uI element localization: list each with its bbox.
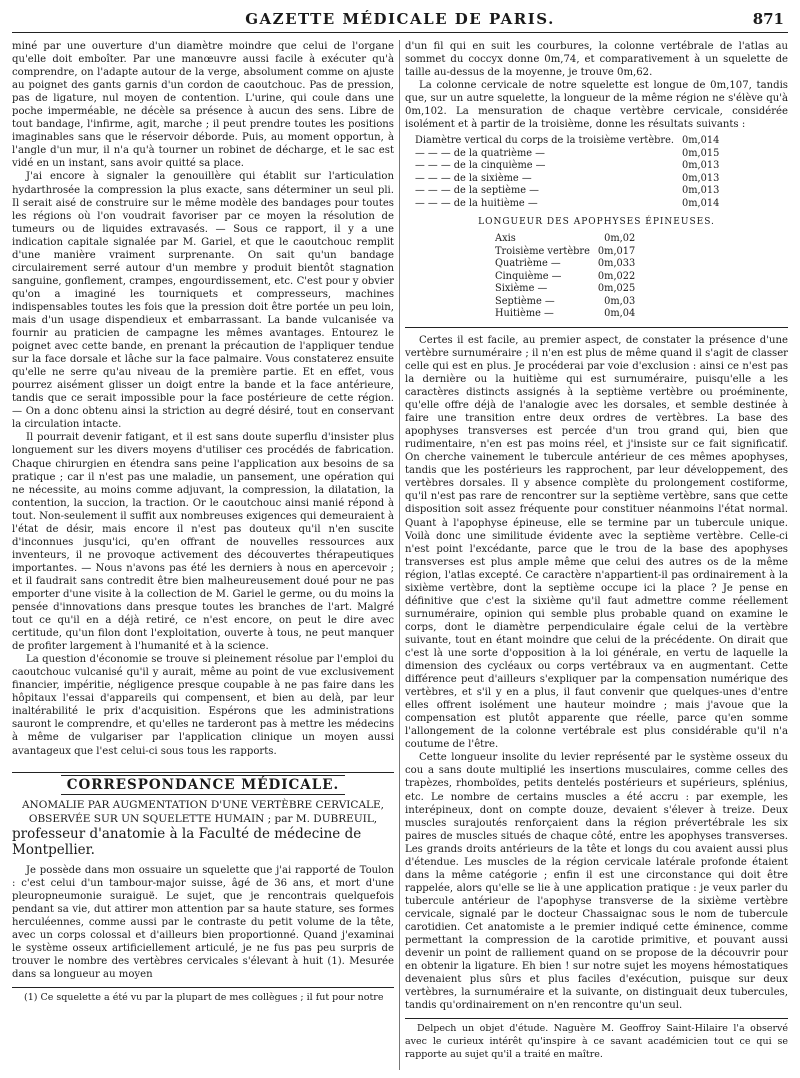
row-value: 0m,013 — [682, 160, 720, 172]
paragraph: d'un fil qui en suit les courbures, la colonne vertébrale de l'atlas au sommet du coccyx donne 0m,74, et comparativement à un squelette de taille au-dessus de la moyenne, je trouve 0m,62. — [405, 41, 788, 79]
row-label: Quatrième — — [495, 258, 561, 270]
row-label: — — — de la septième — — [415, 185, 539, 197]
article-paragraph: Je possède dans mon ossuaire un squelette que j'ai rapporté de Toulon : c'est celui d'un tambour-major suisse, âgé de 36 ans, et mort d'une pleuropneumonie suraiguë. Le sujet, que je rencontrais quelquefois pendant sa vie, dut attirer mon attention par sa haute stature, ses formes herculéennes, comme aussi par le contraste du petit volume de la tête, avec un corps colossal et d'ailleurs bien proportionné. Quand j'examinai le système osseux artificiellement articulé, je ne fus pas peu surpris de trouver le nombre des vertèbres cervicales s'élevant à huit (1). Mesurée dans sa longueur au moyen — [12, 864, 394, 980]
diameter-table — [411, 135, 723, 210]
table-row — [491, 296, 639, 309]
section-heading — [12, 776, 394, 793]
row-value: 0m,02 — [604, 233, 636, 245]
table-row — [411, 185, 723, 198]
table-row — [491, 258, 639, 271]
row-value: 0m,013 — [682, 172, 720, 184]
row-label: — — — de la cinquième — — [415, 160, 546, 172]
row-value: 0m,022 — [597, 270, 636, 282]
paragraph: miné par une ouverture d'un diamètre moindre que celui de l'organe qu'elle doit emboîter. Par une manœuvre aussi facile à exécuter qu'à comprendre, on l'adapte autour de la verge, absolument comme on ajuste au poignet des gants garnis d'un cordon de caoutchouc. Pas de pression, pas de ligature, nul moyen de contention. L'urine, qui coule dans une poche imperméable, ne décèle sa présence à aucun des sens. Libre de tout bandage, l'infirme, agit, marche ; il peut prendre toutes les positions imaginables sans que le réservoir déborde. Puis, au moment opportun, à l'angle d'un mur, il n'a qu'à tourner un robinet de décharge, et le sac est vidé en un instant, sans avoir quitté sa place. — [12, 41, 394, 170]
row-value: 0m,03 — [604, 295, 636, 307]
row-value: 0m,014 — [682, 197, 720, 209]
section-heading-text: CORRESPONDANCE MÉDICALE. — [61, 775, 345, 795]
vertebra-diameter-table — [405, 135, 788, 210]
row-label: Axis — [495, 233, 516, 245]
row-label: — — — de la sixième — — [415, 172, 532, 184]
row-label: Huitième — — [495, 308, 554, 320]
table-row — [491, 233, 639, 246]
spinous-process-table — [405, 233, 788, 321]
paragraph: La question d'économie se trouve si pleinement résolue par l'emploi du caoutchouc vulcanisé qu'il y aurait, même au point de vue exclusivement financier, impéritie, négligence presque coupable à ne pas faire dans les hôpitaux l'essai d'appareils qui compensent, et bien au delà, par leur inaltérabilité le prix d'acquisition. Espérons que les administrations sauront le comprendre, et qu'elles ne tarderont pas à mettre les médecins à même de vulgariser par l'application clinique un moyen aussi avantageux que l'est celui-ci sous tous les rapports. — [12, 654, 394, 757]
table-row — [491, 271, 639, 284]
article-title: ANOMALIE PAR AUGMENTATION D'UNE VERTÈBRE CERVICALE, OBSERVÉE SUR UN SQUELETTE HUMAIN ; par M. DUBREUIL, — [21, 798, 385, 825]
row-label: Diamètre vertical du corps de la troisième vertèbre. — [415, 135, 674, 147]
row-label: Sixième — — [495, 283, 548, 295]
row-value: 0m,015 — [682, 147, 720, 159]
row-value: 0m,013 — [682, 185, 720, 197]
row-label: Troisième vertèbre — [495, 245, 590, 257]
page-header — [12, 6, 788, 33]
section-rule — [12, 772, 394, 773]
table-row — [491, 283, 639, 296]
table-row — [411, 148, 723, 161]
table-row — [411, 135, 723, 148]
row-value: 0m,017 — [597, 245, 636, 257]
row-label: Septième — — [495, 295, 555, 307]
table-end-rule — [405, 327, 788, 328]
row-label: — — — de la quatrième — — [415, 147, 545, 159]
row-value: 0m,025 — [597, 283, 636, 295]
paragraph: La colonne cervicale de notre squelette est longue de 0m,107, tandis que, sur un autre squelette, la longueur de la même région ne s'élève qu'à 0m,102. La mensuration de chaque vertèbre cervicale, considérée isolément et à partir de la troisième, donne les résultats suivants : — [405, 80, 788, 131]
paragraph: Il pourrait devenir fatigant, et il est sans doute superflu d'insister plus longuement sur les divers moyens d'utiliser ces procédés de fabrication. Chaque chirurgien en étendra sans peine l'application aux besoins de sa pratique ; car il n'est pas une maladie, un pansement, une opération qui ne nécessite, au moins comme adjuvant, la compression, la dilatation, la contention, la succion, la traction. Or le caoutchouc ainsi manié répond à tout. Non-seulement il suffit aux nombreuses exigences qui demeuraient à l'état de désir, mais encore il n'est pas douteux qu'il n'en suscite d'inconnues jusqu'ici, qu'en offrant de nouvelles ressources aux inventeurs, il ne provoque activement des découvertes thérapeutiques importantes. — Nous n'avons pas été les derniers à nous en apercevoir ; et il faudrait sans contredit être bien malheureusement doué pour ne pas emporter d'une visite à la collection de M. Gariel le germe, ou du moins la pensée d'innovations dans presque toutes les branches de l'art. Malgré tout ce qu'il en a déjà retiré, ce n'est encore, on peut le dire avec certitude, qu'un filon dont l'exploitation, ouverte à tous, ne peut manquer de profiter largement à l'humanité et à la science. — [12, 432, 394, 653]
journal-title: GAZETTE MÉDICALE DE PARIS. — [245, 10, 555, 28]
table-heading: LONGUEUR DES APOPHYSES ÉPINEUSES. — [478, 217, 715, 228]
row-label: Cinquième — — [495, 270, 562, 282]
footnote: (1) Ce squelette a été vu par la plupart de mes collègues ; il fut pour notre — [24, 992, 384, 1004]
row-value: 0m,014 — [682, 135, 720, 147]
paragraph: J'ai encore à signaler la genouillère qui établit sur l'articulation hydarthrosée la compression la plus exacte, sans déterminer un seul pli. Il serait aisé de construire sur le même modèle des bandages pour toutes les régions où l'on voudrait favoriser par ce moyen la résolution de tumeurs ou de liquides extravasés. — Sous ce rapport, il y a une indication capitale signalée par M. Gariel, et que le caoutchouc remplit d'une manière vraiment surprenante. On sait qu'un bandage circulairement serré autour d'un membre y produit bientôt stagnation sanguine, gonflement, crampes, engourdissement, etc. C'est pour y obvier qu'on a imaginé les tourniquets et compresseurs, machines indispensables toutes les fois que la pression doit être portée un peu loin, mais d'un usage dispendieux et embarrassant. La bande vulcanisée va fournir au praticien de campagne les mêmes avantages. Entourez le poignet avec cette bande, en prenant la précaution de l'appliquer tendue sur la face dorsale et lâche sur la face palmaire. Vous constaterez ensuite qu'elle ne serre qu'au niveau de la première partie. Et en effet, vous pourrez aisément glisser un doigt entre la bande et la face antérieure, tandis que ce serait impossible pour la face postérieure de cette région. — On a donc obtenu ainsi la striction au degré désiré, tout en conservant la circulation intacte. — [12, 171, 394, 431]
right-column — [405, 40, 788, 1070]
table-row — [411, 160, 723, 173]
footnote-rule — [12, 987, 394, 988]
paragraph: Cette longueur insolite du levier représenté par le système osseux du cou a sans doute multiplié les insertions musculaires, comme celles des trapèzes, rhomboïdes, petits dentelés postérieurs et supérieurs, splénius, etc. Le nombre de certains muscles a été accru : par exemple, les interépineux, dont on compte douze, devaient s'élever à treize. Deux muscles surajoutés renforçaient dans la région prévertébrale les six paires de muscles situés de chaque côté, entre les apophyses transverses. Les grands droits antérieurs de la tête et longs du cou avaient aussi plus d'étendue. Les muscles de la région cervicale latérale profonde étaient dans la même catégorie ; enfin il est une circonstance qui doit être rappelée, alors qu'elle se lie à une application pratique : je veux parler du tubercule antérieur de l'apophyse transverse de la sixième vertèbre cervicale, signalé par le docteur Chassaignac sous le nom de tubercule carotidien. Cet anatomiste a le premier indiqué cette éminence, comme permettant la compression de la carotide primitive, et pouvant aussi devenir un point de ralliement quand on se propose de la découvrir pour en obtenir la ligature. Eh bien ! sur notre sujet les moyens hémostatiques devenaient plus sûrs et plus faciles d'exécution, puisque sur deux vertèbres, la surnuméraire et la suivante, on distinguait deux tubercules, tandis qu'ordinairement on n'en rencontre qu'un seul. — [405, 752, 788, 1012]
table-row — [411, 173, 723, 186]
page-number: 871 — [752, 10, 784, 28]
footnote-continuation: Delpech un objet d'étude. Naguère M. Geoffroy Saint-Hilaire l'a observé avec le curieux intérêt qu'inspire à ce savant académicien tout ce qui se rapporte au sujet qu'il a traité en maître. — [405, 1023, 788, 1061]
footnote-rule — [405, 1018, 788, 1019]
paragraph: Certes il est facile, au premier aspect, de constater la présence d'une vertèbre surnuméraire ; il n'en est plus de même quand il s'agit de classer celle qui est en plus. Je procéderai par voie d'exclusion : ainsi ce n'est pas la dernière ou la huitième qui est surnuméraire, puisqu'elle a les caractères distincts assignés à la septième vertèbre ou proéminente, qu'elle offre déjà de l'analogie avec les dorsales, et semble destinée à faire une transition entre deux ordres de vertèbres. La base des apophyses transverses est percée d'un trou grand qui, bien que rudimentaire, n'en est pas moins réel, et j'insiste sur ce fait significatif. On cherche vainement le tubercule antérieur de ces mêmes apophyses, tandis que les postérieurs les rapprochent, par leur développement, des vertèbres dorsales. Il y absence complète du prolongement costiforme, qu'il n'est pas rare de rencontrer sur la septième vertèbre, sans que cette disposition soit assez fréquente pour constituer néanmoins l'état normal. Quant à l'apophyse épineuse, elle se termine par un tubercule unique. Voilà donc une similitude évidente avec la septième vertèbre. Celle-ci n'est point l'excédante, parce que le trou de la base des apophyses transverses est plus ample même que celui des autres os de la même région, l'atlas excepté. Ce caractère n'appartient-il pas ordinairement à la sixième vertèbre, dont la septième occupe ici la place ? Je pense en définitive que c'est la sixième qu'il faut admettre comme réellement surnuméraire, opinion qui semble plus probable quand on examine le corps, dont le diamètre perpendiculaire égale celui de la vertèbre suivante, tout en étant moindre que celui de la précédente. On dirait que c'est là une sorte d'opposition à la loi générale, en vertu de laquelle la dimension des cycléaux ou corps vertébraux va en augmentant. Cette différence peut d'ailleurs s'expliquer par la compensation numérique des vertèbres, et s'il y en a plus, il faut convenir que quelques-unes d'entre elles offrent isolément une hauteur moindre ; mais j'avoue que la compensation est plutôt apparente que réelle, parce qu'en somme l'allongement de la colonne vertébrale est plus considérable qu'il n'a coutume de l'être. — [405, 334, 788, 751]
row-value: 0m,04 — [604, 308, 636, 320]
row-label: — — — de la huitième — — [415, 197, 538, 209]
table-row — [491, 246, 639, 259]
table-row — [411, 198, 723, 211]
article-author: professeur d'anatomie à la Faculté de médecine de Montpellier. — [12, 825, 362, 858]
left-column — [12, 40, 394, 1070]
spinous-table — [491, 233, 639, 321]
table-row — [491, 308, 639, 321]
column-divider — [399, 40, 400, 1070]
row-value: 0m,033 — [597, 258, 636, 270]
